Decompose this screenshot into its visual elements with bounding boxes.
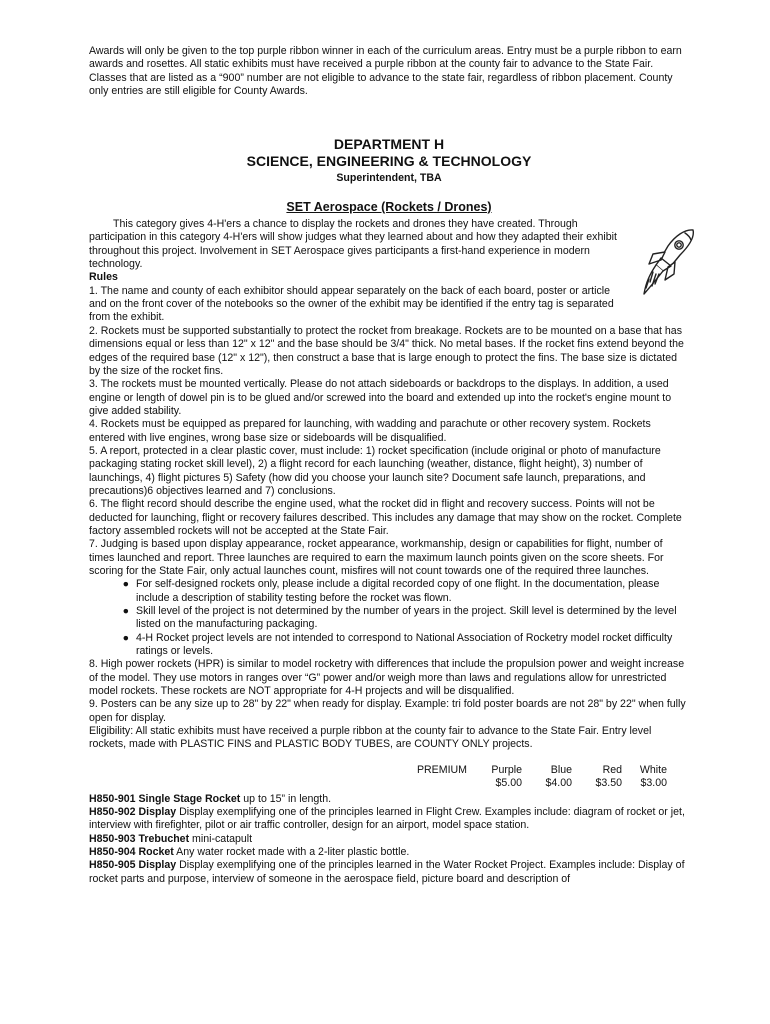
class-code: H850-902 Display [89, 805, 177, 818]
premium-column-blue: Blue [550, 763, 572, 776]
bullet-glyph: ● [122, 605, 129, 618]
rule-item: 6. The flight record should describe the engine used, what the rocket did in flight and recovery success. Points will not be deducted for launching, flight or recovery failures described. This includes any damage that may show on the rocket. Complete factory assembled rockets will not be accepted at the State Fair. [89, 498, 682, 537]
bullet-item [89, 632, 689, 659]
premium-header-row [89, 764, 689, 777]
premium-amount-row [89, 777, 689, 790]
class-entry [89, 793, 689, 806]
class-entry [89, 859, 689, 886]
department-title: DEPARTMENT H [333, 136, 445, 153]
class-description: Display exemplifying one of the principles learned in Flight Crew. Examples include: diagram of rocket or jet, interview with firefighter, pilot or air traffic controller, design for an airport, model space station. [89, 805, 685, 832]
bullet-text: 4-H Rocket project levels are not intended to correspond to National Association of Rocketry model rocket difficulty ratings or levels. [136, 631, 673, 658]
premium-amount-purple: $5.00 [495, 777, 522, 790]
rocket-icon [641, 224, 701, 309]
rules-heading: Rules [89, 271, 118, 284]
bullet-glyph: ● [122, 631, 129, 644]
rule-item: 2. Rockets must be supported substantially to protect the rocket from breakage. Rockets are to be mounted on a base that has dimensions equal or less than 12" x 12" and the base should be 3/4" thick. No metal bases. If the rocket fins extend beyond the edges of the required base (12" x 12"), then construct a base that is large enough to protect the fins. The base size is dictated by the size of the rocket fins. [89, 324, 684, 377]
class-description: mini-catapult [189, 832, 253, 845]
section-title: SET Aerospace (Rockets / Drones) [286, 199, 492, 214]
premium-amount-red: $3.50 [595, 777, 622, 790]
bullet-glyph: ● [122, 578, 129, 591]
bullet-item [89, 578, 689, 605]
class-description: Display exemplifying one of the principles learned in the Water Rocket Project. Examples include: Display of rocket parts and purpose, interview of someone in the aerospace field, picture board and description of [89, 859, 685, 885]
premium-column-white: White [639, 763, 667, 776]
bullet-item [89, 605, 689, 632]
eligibility-note: Eligibility: All static exhibits must have received a purple ribbon at the county fair to advance to the State Fair. Entry level rockets, made with PLASTIC FINS and PLASTIC BODY TUBES, are COUNTY ONLY projects. [89, 725, 652, 751]
premium-label: PREMIUM [416, 763, 467, 776]
premium-column-purple: Purple [491, 763, 522, 776]
class-description: up to 15” in length. [240, 792, 332, 805]
premium-amount-blue: $4.00 [545, 777, 572, 790]
document-page [89, 45, 689, 886]
rule-item: 8. High power rockets (HPR) is similar to model rocketry with differences that include the propulsion power and weight increase of the model. They use motors in ranges over “G” power and/or weigh more than laws and regulations allow for unrestricted model rockets. These rockets are NOT appropriate for 4-H projects and will be disqualified. [89, 658, 685, 698]
class-entry [89, 833, 689, 846]
rule-item: 1. The name and county of each exhibitor should appear separately on the back of each board, poster or article and on the front cover of the notebooks so the owner of the exhibit may be identified if the entry tag is separated from the exhibit. [89, 284, 614, 324]
class-description: Any water rocket made with a 2-liter plastic bottle. [173, 845, 410, 858]
bullet-text: Skill level of the project is not determined by the number of years in the project. Skill level is determined by the level listed on the manufacturing packaging. [136, 605, 677, 631]
premium-column-red: Red [602, 763, 622, 776]
rule-item: 7. Judging is based upon display appearance, rocket appearance, workmanship, design or capabilities for flight, number of times launched and report. Three launches are required to earn the maximum launch points given on the score sheets. For scoring for the State Fair, only actual launches count, misfires will not count towards one of the required three launches. [89, 538, 664, 577]
class-code: H850-901 Single Stage Rocket [89, 792, 241, 805]
class-entry-list [89, 793, 689, 886]
class-entry [89, 846, 689, 859]
class-code: H850-905 Display [89, 859, 177, 872]
section-intro [89, 218, 689, 325]
rule-item: 9. Posters can be any size up to 28" by 22" when ready for display. Example: tri fold poster boards are not 28" by 22" when fully open for display. [89, 698, 686, 724]
premium-amount-white: $3.00 [640, 777, 667, 790]
department-subtitle: SCIENCE, ENGINEERING & TECHNOLOGY [246, 153, 532, 170]
rule-item: 3. The rockets must be mounted vertically. Please do not attach sideboards or backdrops to the displays. In addition, a used engine or length of dowel pin is to be glued and/or screwed into the board and extended up into the rocket's engine mount to give added stability. [89, 378, 672, 417]
rule-item: 5. A report, protected in a clear plastic cover, must include: 1) rocket specification (include original or photo of manufacture packaging stating rocket skill level), 2) a flight record for each launching (weather, distance, flight height), 3) number of launchings, 4) flight pictures 5) Safety (how did you choose your launch site? Document safe launch, preparations, and precautions)6 objectives learned and 7) conclusions. [89, 444, 661, 497]
judging-bullet-list [89, 578, 689, 658]
superintendent-line: Superintendent, TBA [336, 172, 442, 185]
section-description: This category gives 4-H'ers a chance to display the rockets and drones they have created. Through participation in this category 4-H'ers will show judges what they learned about and how they adapted their exhibit throughout this project. Involvement in SET Aerospace gives participants a first-hand experience in modern technology. [89, 218, 617, 271]
class-code: H850-903 Trebuchet [89, 832, 190, 845]
class-code: H850-904 Rocket [89, 845, 174, 858]
awards-intro-paragraph: Awards will only be given to the top purple ribbon winner in each of the curriculum areas. Entry must be a purple ribbon to earn awards and rosettes. All static exhibits must have received a purple ribbon at the county fair to advance to the State Fair. Classes that are listed as a “900” number are not eligible to advance to the state fair, regardless of ribbon placement. County only entries are still eligible for County Awards. [89, 45, 682, 98]
bullet-text: For self-designed rockets only, please include a digital recorded copy of one flight. In the documentation, please include a description of stability testing before the rocket was flown. [136, 578, 660, 604]
rule-item: 4. Rockets must be equipped as prepared for launching, with wadding and parachute or other recovery system. Rockets entered with live engines, wrong base size or sideboards will be disqualified. [89, 418, 651, 444]
class-entry [89, 806, 689, 833]
